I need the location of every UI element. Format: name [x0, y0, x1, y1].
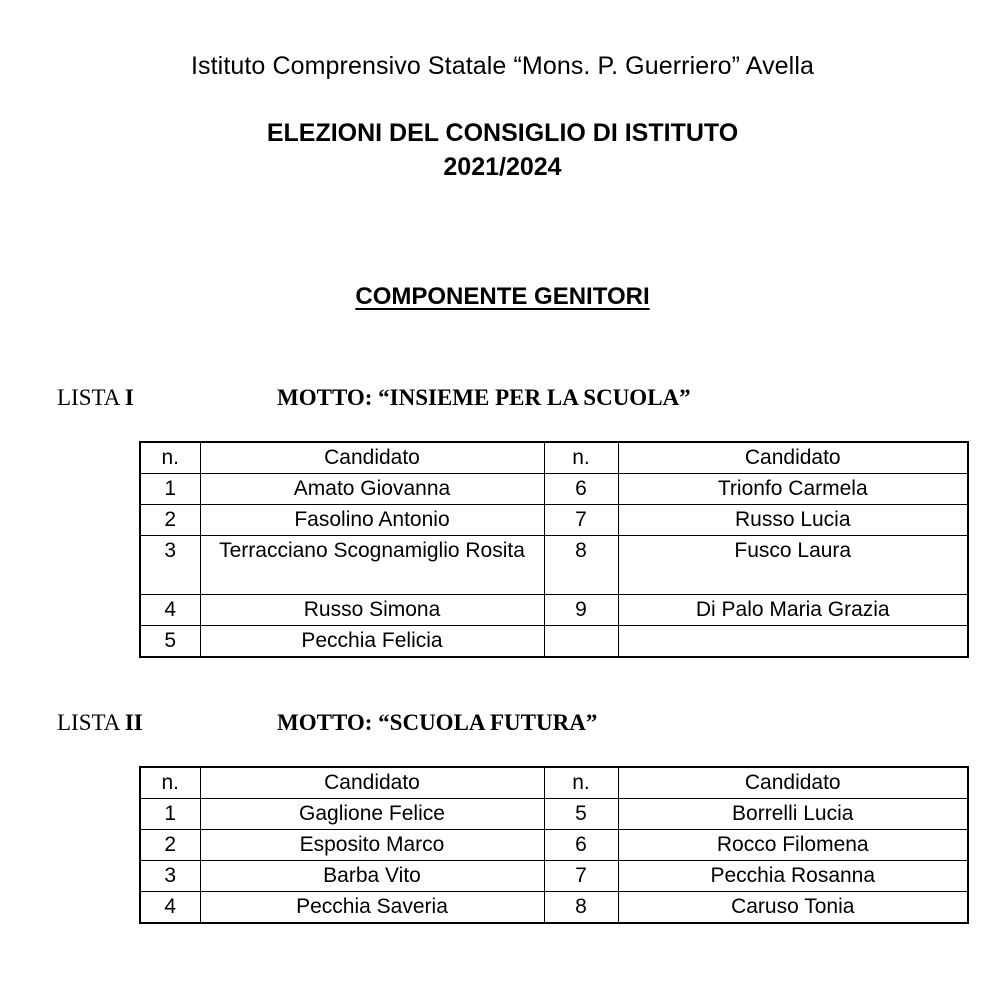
row-number-right: 8 [544, 536, 618, 595]
election-title [0, 116, 1005, 184]
candidate-name-left: Russo Simona [200, 595, 544, 626]
column-header-name-right: Candidato [618, 767, 968, 799]
candidate-name-right: Russo Lucia [618, 505, 968, 536]
row-number-right: 7 [544, 861, 618, 892]
candidate-name-left: Terracciano Scognamiglio Rosita [200, 536, 544, 595]
lista-word-2: LISTA [57, 710, 120, 735]
row-number-right [544, 626, 618, 658]
table-row [140, 626, 968, 658]
column-header-name-left: Candidato [200, 442, 544, 474]
row-number-right: 5 [544, 799, 618, 830]
component-title: COMPONENTE GENITORI [355, 283, 650, 310]
candidate-name-right: Fusco Laura [618, 536, 968, 595]
row-number-right: 6 [544, 474, 618, 505]
column-header-num-left: n. [140, 767, 200, 799]
candidate-name-right: Caruso Tonia [618, 892, 968, 924]
column-header-name-left: Candidato [200, 767, 544, 799]
candidate-name-right: Pecchia Rosanna [618, 861, 968, 892]
candidate-name-right: Borrelli Lucia [618, 799, 968, 830]
row-number-left: 3 [140, 536, 200, 595]
table-row [140, 536, 968, 595]
table-row [140, 799, 968, 830]
column-header-num-right: n. [544, 442, 618, 474]
row-number-left: 1 [140, 474, 200, 505]
candidate-name-left: Pecchia Felicia [200, 626, 544, 658]
lista-number-2: II [124, 710, 143, 735]
table-row [140, 830, 968, 861]
candidate-name-left: Amato Giovanna [200, 474, 544, 505]
election-title-line2: 2021/2024 [443, 153, 562, 181]
candidate-name-right: Di Palo Maria Grazia [618, 595, 968, 626]
school-name-heading: Istituto Comprensivo Statale “Mons. P. Guerriero” Avella [190, 52, 814, 80]
candidate-name-right [618, 626, 968, 658]
column-header-num-left: n. [140, 442, 200, 474]
row-number-left: 2 [140, 505, 200, 536]
row-number-left: 1 [140, 799, 200, 830]
row-number-left: 2 [140, 830, 200, 861]
candidates-table-lista-1 [139, 441, 969, 658]
lista-word-1: LISTA [57, 385, 120, 410]
lista-heading-1 [0, 385, 1005, 411]
row-number-right: 8 [544, 892, 618, 924]
lista-label-1 [57, 385, 134, 411]
row-number-right: 9 [544, 595, 618, 626]
table-row [140, 892, 968, 924]
candidate-name-left: Pecchia Saveria [200, 892, 544, 924]
candidate-name-right: Rocco Filomena [618, 830, 968, 861]
election-title-line1: ELEZIONI DEL CONSIGLIO DI ISTITUTO [266, 119, 739, 147]
row-number-left: 5 [140, 626, 200, 658]
lista-label-2 [57, 710, 143, 736]
candidate-name-left: Fasolino Antonio [200, 505, 544, 536]
column-header-num-right: n. [544, 767, 618, 799]
lista-number-1: I [124, 385, 134, 410]
candidate-name-left: Esposito Marco [200, 830, 544, 861]
lista-motto-2: MOTTO: “SCUOLA FUTURA” [277, 710, 598, 735]
table-row [140, 595, 968, 626]
candidates-table-lista-2 [139, 766, 969, 924]
table-header-row [140, 767, 968, 799]
row-number-left: 3 [140, 861, 200, 892]
candidate-name-right: Trionfo Carmela [618, 474, 968, 505]
candidate-name-left: Gaglione Felice [200, 799, 544, 830]
lista-heading-2 [0, 710, 1005, 736]
row-number-left: 4 [140, 892, 200, 924]
column-header-name-right: Candidato [618, 442, 968, 474]
table-header-row [140, 442, 968, 474]
table-row [140, 505, 968, 536]
row-number-right: 7 [544, 505, 618, 536]
row-number-left: 4 [140, 595, 200, 626]
table-row [140, 861, 968, 892]
candidate-name-left: Barba Vito [200, 861, 544, 892]
table-row [140, 474, 968, 505]
row-number-right: 6 [544, 830, 618, 861]
lista-motto-1: MOTTO: “INSIEME PER LA SCUOLA” [277, 385, 691, 410]
